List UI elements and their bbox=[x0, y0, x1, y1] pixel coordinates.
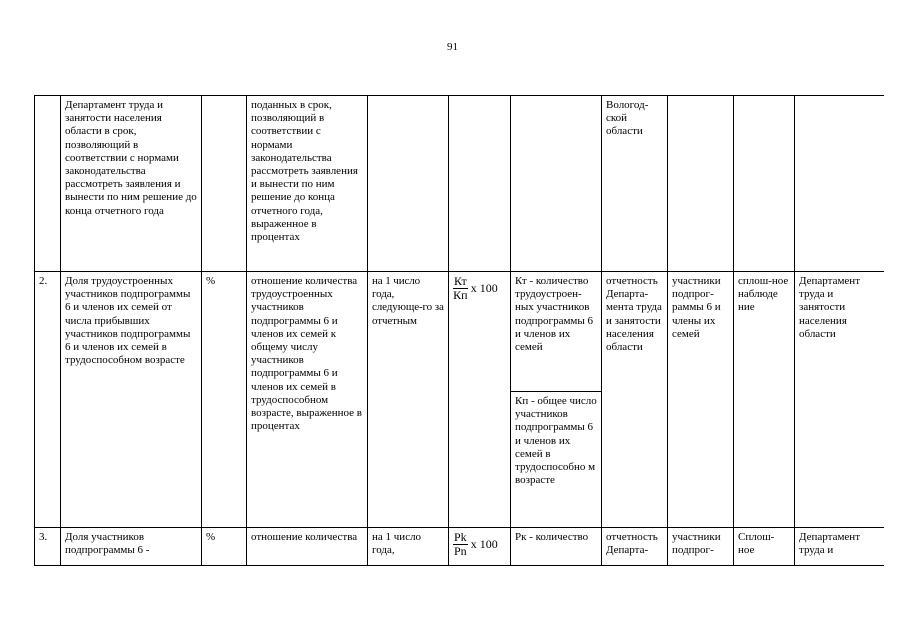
cell-responsible: Департамент труда и bbox=[795, 528, 885, 566]
cell-source: отчетность Департа- bbox=[602, 528, 668, 566]
table-row-continuation bbox=[35, 96, 885, 272]
cell-num: 2. bbox=[35, 272, 61, 528]
cell-population: участники подпрог- bbox=[668, 528, 734, 566]
cell-formula bbox=[449, 96, 511, 272]
fraction bbox=[453, 531, 468, 558]
cell-source: Вологод-ской области bbox=[602, 96, 668, 272]
cell-method: сплош-ное наблюде ние bbox=[734, 272, 795, 528]
cell-responsible bbox=[795, 96, 885, 272]
table-row-3 bbox=[35, 528, 885, 566]
cell-formula bbox=[449, 528, 511, 566]
cell-period: на 1 число года, bbox=[368, 528, 449, 566]
fraction bbox=[453, 275, 468, 302]
formula-numerator: Кт bbox=[454, 274, 467, 288]
cell-var-rk: Рк - количество bbox=[511, 528, 602, 566]
cell-unit: % bbox=[202, 528, 247, 566]
table-row-2 bbox=[35, 272, 885, 392]
cell-population: участники подпрог-раммы 6 и члены их семей bbox=[668, 272, 734, 528]
cell-period bbox=[368, 96, 449, 272]
formula-multiplier: х 100 bbox=[470, 280, 498, 295]
indicator-table bbox=[34, 95, 884, 566]
cell-vars bbox=[511, 96, 602, 272]
cell-var-kt: Кт - количество трудоустроен-ных участников подпрограммы 6 и членов их семей bbox=[511, 272, 602, 392]
cell-definition: отношение количества bbox=[247, 528, 368, 566]
formula-numerator: Pk bbox=[454, 530, 467, 544]
page-number: 91 bbox=[447, 41, 458, 53]
formula-denominator: Pn bbox=[454, 544, 467, 558]
formula bbox=[453, 275, 498, 302]
formula-multiplier: х 100 bbox=[470, 536, 498, 551]
cell-method bbox=[734, 96, 795, 272]
cell-name: Департамент труда и занятости населения области в срок, позволяющий в соответствии с нормами законодательства рассмотреть заявления и вынести по ним решение до конца отчетного года bbox=[61, 96, 202, 272]
cell-var-kp: Кп - общее число участников подпрограммы 6 и членов их семей в трудоспособно м возрасте bbox=[511, 392, 602, 528]
cell-formula bbox=[449, 272, 511, 528]
formula bbox=[453, 531, 498, 558]
cell-num bbox=[35, 96, 61, 272]
indicator-table-container bbox=[34, 95, 884, 573]
cell-source: отчетность Департа-мента труда и занятости населения области bbox=[602, 272, 668, 528]
cell-name: Доля участников подпрограммы 6 - bbox=[61, 528, 202, 566]
cell-unit bbox=[202, 96, 247, 272]
cell-name: Доля трудоустроенных участников подпрограммы 6 и членов их семей от числа прибывших участников подпрограммы 6 и членов их семей в трудоспособном возрасте bbox=[61, 272, 202, 528]
cell-method: Сплош-ное bbox=[734, 528, 795, 566]
cell-unit: % bbox=[202, 272, 247, 528]
formula-denominator: Кп bbox=[453, 288, 468, 302]
cell-period: на 1 число года, следующе-го за отчетным bbox=[368, 272, 449, 528]
cell-definition: поданных в срок, позволяющий в соответствии с нормами законодательства рассмотреть заявления и вынести по ним решение до конца отчетного года, выраженное в процентах bbox=[247, 96, 368, 272]
cell-population bbox=[668, 96, 734, 272]
cell-definition: отношение количества трудоустроенных участников подпрограммы 6 и членов их семей к общему числу участников подпрограммы 6 и членов их семей в трудоспособном возрасте, выраженное в процентах bbox=[247, 272, 368, 528]
cell-num: 3. bbox=[35, 528, 61, 566]
cell-responsible: Департамент труда и занятости населения области bbox=[795, 272, 885, 528]
